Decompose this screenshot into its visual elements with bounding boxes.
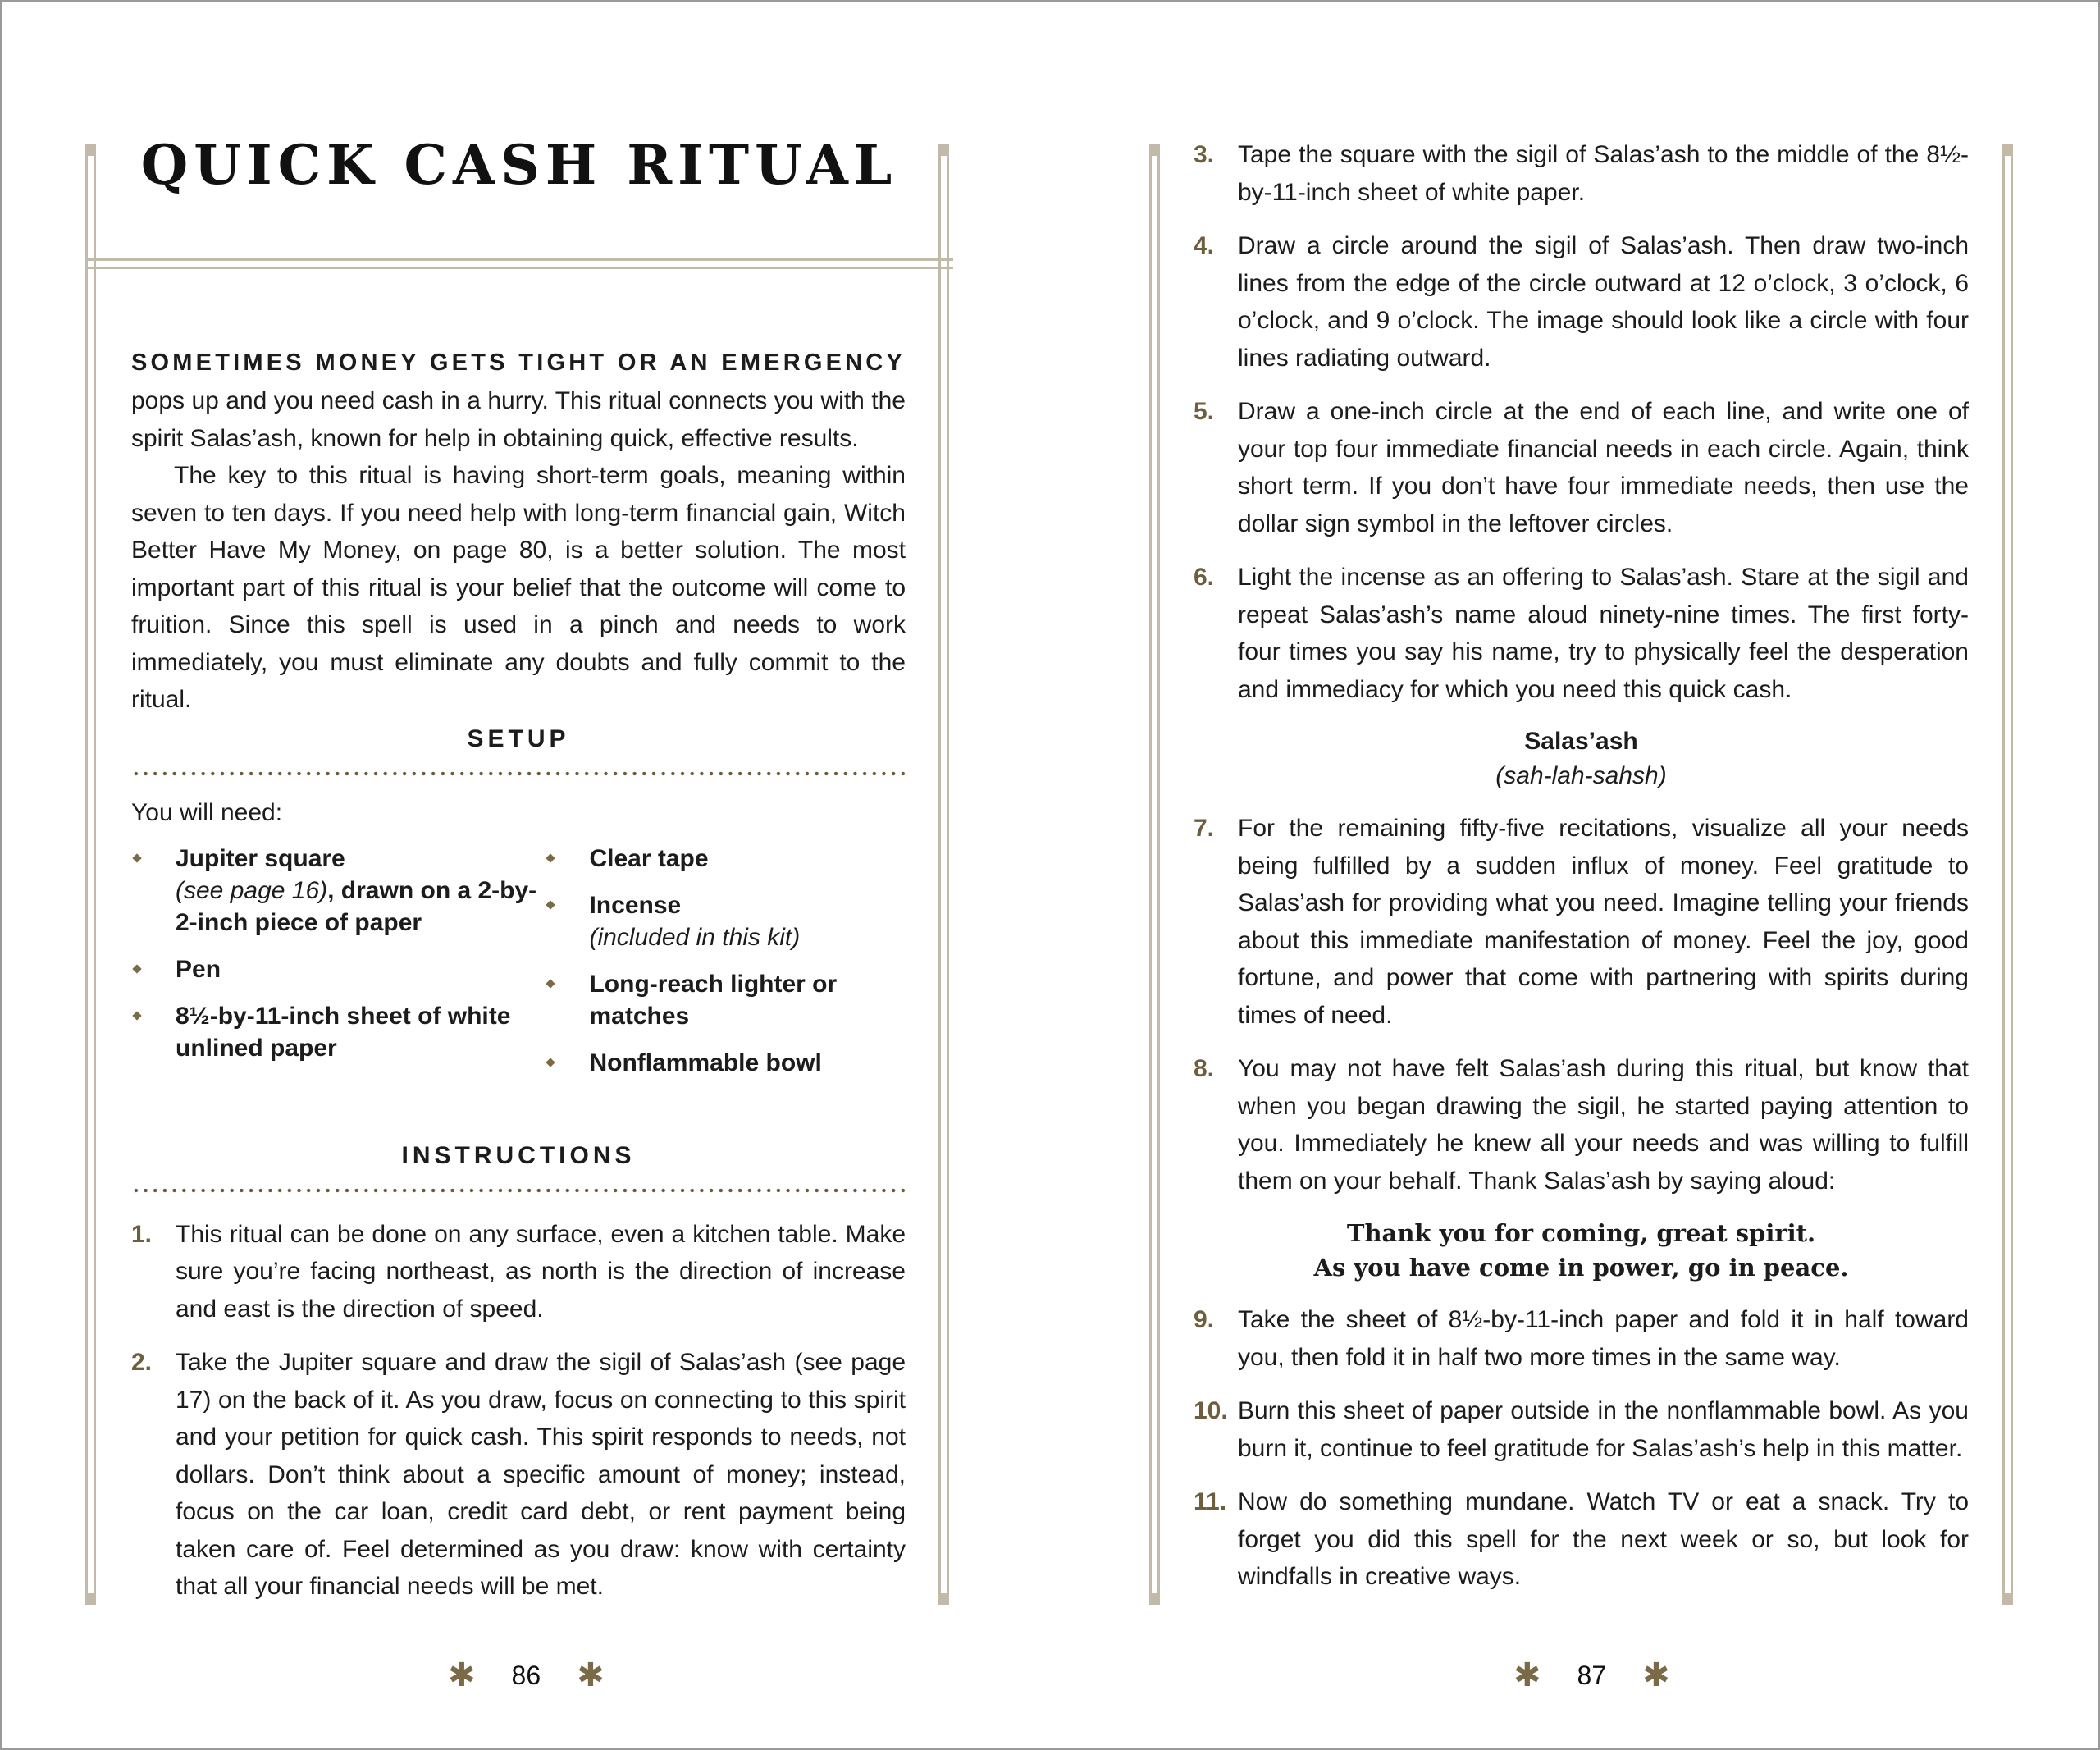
step-number: 4. [1194, 232, 1215, 259]
diamond-bullet-icon [546, 900, 555, 909]
diamond-bullet-icon [546, 979, 555, 988]
need-list-item [545, 968, 906, 1032]
needs-column-2 [545, 843, 906, 1094]
need-list-item [545, 843, 906, 875]
page-title: QUICK CASH RITUAL [140, 133, 898, 197]
step-text: Now do something mundane. Watch TV or eat a snack. Try to forget you did this spell for the next week or so, but look for windfalls in creative ways. [1238, 1488, 1969, 1590]
step-text: Light the incense as an offering to Salas’ash. Stare at the sigil and repeat Salas’ash’s name aloud ninety-nine times. The first forty-four times you say his name, try to physically feel the desperation and immediacy for which you need this quick cash. [1238, 564, 1969, 703]
step-number: 8. [1194, 1055, 1215, 1082]
step-text: This ritual can be done on any surface, even a kitchen table. Make sure you’re facing northeast, as north is the direction of increase and east is the direction of speed. [176, 1220, 906, 1323]
spirit-pronunciation: (sah-lah-sahsh) [1495, 762, 1667, 789]
star-ornament-icon: ✱ [577, 1657, 605, 1693]
need-label: Nonflammable bowl [589, 1049, 822, 1076]
step-number: 11. [1194, 1488, 1227, 1515]
need-label: Clear tape [589, 845, 709, 872]
setup-dotted-rule [131, 771, 906, 776]
instruction-step [1194, 1483, 1969, 1596]
need-label: Pen [176, 956, 221, 983]
diamond-bullet-icon [132, 964, 141, 973]
intro-section [131, 343, 906, 719]
need-label: 8½-by-11-inch sheet of white unlined paper [176, 1003, 511, 1062]
diamond-bullet-icon [132, 853, 141, 862]
step-number: 2. [131, 1349, 153, 1376]
needs-column-1 [131, 843, 545, 1094]
right-page-content [1194, 136, 1969, 1612]
step-number: 10. [1194, 1397, 1228, 1424]
need-list-item [545, 1047, 906, 1079]
frame-right-line [938, 144, 949, 1605]
steps-list-right-b [1194, 810, 1969, 1199]
step-text: You may not have felt Salas’ash during this ritual, but know that when you began drawing the sigil, he started paying attention to you. Immediately he knew all your needs and was willing to fulfill them on your behalf. Thank Salas’ash by saying aloud: [1238, 1055, 1969, 1195]
page-number-right [1513, 1659, 1670, 1692]
need-note: (included in this kit) [589, 924, 801, 951]
need-list-item [131, 843, 545, 939]
steps-list-right-a [1194, 136, 1969, 708]
diamond-bullet-icon [546, 853, 555, 862]
pronunciation-block [1194, 724, 1969, 793]
instruction-step [1194, 1050, 1969, 1199]
intro-lead-text: pops up and you need cash in a hurry. This ritual connects you with the spirit Salas’ash, known for help in obtaining quick, effective results. [131, 387, 906, 452]
need-list-item [131, 1000, 545, 1064]
step-text: Take the sheet of 8½-by-11-inch paper and fold it in half toward you, then fold it in half two more times in the same way. [1238, 1306, 1969, 1371]
step-number: 3. [1194, 141, 1215, 168]
instruction-step [131, 1216, 906, 1328]
instructions-heading: INSTRUCTIONS [401, 1142, 636, 1169]
instruction-step [1194, 559, 1969, 708]
need-list-item [545, 889, 906, 953]
intro-paragraph-2: The key to this ritual is having short-term goals, meaning within seven to ten days. If you need help with long-term financial gain, Witch Better Have My Money, on page 80, is a better solution. The most important part of this ritual is your belief that the outcome will come to fruition. Since this spell is used in a pinch and needs to work immediately, you must eliminate any doubts and fully commit to the ritual. [131, 462, 906, 713]
need-detail: , drawn on a 2-by-2-inch piece of paper [176, 877, 537, 936]
page-number: 86 [511, 1660, 541, 1690]
step-text: Draw a circle around the sigil of Salas’ash. Then draw two-inch lines from the edge of the circle outward at 12 o’clock, 3 o’clock, 6 o’clock, and 9 o’clock. The image should look like a circle with four lines radiating outward. [1238, 232, 1969, 372]
diamond-bullet-icon [132, 1011, 141, 1020]
diamond-bullet-icon [546, 1058, 555, 1067]
instruction-step [1194, 136, 1969, 211]
step-text: Draw a one-inch circle at the end of each line, and write one of your top four immediate financial needs in each circle. Again, think short term. If you don’t have four immediate needs, then use the dollar sign symbol in the leftover circles. [1238, 398, 1969, 537]
instruction-step [1194, 393, 1969, 542]
intro-lead-caps: SOMETIMES MONEY GETS TIGHT OR AN EMERGENCY [131, 350, 906, 376]
prayer-line-1: Thank you for coming, great spirit. [1346, 1219, 1816, 1247]
step-text: Burn this sheet of paper outside in the nonflammable bowl. As you burn it, continue to feel gratitude for Salas’ash’s help in this matter. [1238, 1397, 1969, 1462]
steps-list-left [131, 1216, 906, 1606]
setup-heading: SETUP [467, 725, 570, 752]
frame-left-line [1149, 144, 1160, 1605]
step-number: 6. [1194, 564, 1215, 591]
page-number: 87 [1577, 1660, 1607, 1690]
prayer-block [1194, 1216, 1969, 1285]
instruction-step [1194, 1301, 1969, 1376]
star-ornament-icon: ✱ [1513, 1657, 1541, 1693]
instruction-step [1194, 227, 1969, 377]
instruction-step [131, 1344, 906, 1606]
step-number: 5. [1194, 398, 1215, 425]
step-text: For the remaining fifty-five recitations, visualize all your needs being fulfilled by a sudden influx of money. Feel gratitude to Salas’ash for providing what you need. Imagine telling your friends about this immediate manifestation of money. Feel the joy, good fortune, and power that come with partnering with spirits during times of need. [1238, 815, 1969, 1029]
frame-right-line [2002, 144, 2013, 1605]
star-ornament-icon: ✱ [1642, 1657, 1670, 1693]
frame-left-line [85, 144, 96, 1605]
page-number-left [448, 1659, 605, 1692]
prayer-line-2: As you have come in power, go in peace. [1313, 1254, 1849, 1282]
spirit-name: Salas’ash [1524, 728, 1638, 755]
step-number: 9. [1194, 1306, 1215, 1333]
instruction-step [1194, 1392, 1969, 1467]
title-divider [85, 258, 953, 269]
need-label: Jupiter square [176, 845, 345, 872]
steps-list-right-c [1194, 1301, 1969, 1596]
star-ornament-icon: ✱ [448, 1657, 476, 1693]
step-text: Tape the square with the sigil of Salas’ash to the middle of the 8½-by-11-inch sheet of white paper. [1238, 141, 1969, 206]
step-number: 7. [1194, 815, 1215, 842]
needs-list [131, 843, 906, 1094]
needs-intro: You will need: [131, 798, 283, 826]
instructions-section [131, 1137, 906, 1622]
need-label: Incense [589, 892, 682, 919]
setup-section [131, 720, 906, 1094]
step-text: Take the Jupiter square and draw the sigil of Salas’ash (see page 17) on the back of it. As you draw, focus on connecting to this spirit and your petition for quick cash. This spirit responds to needs, not dollars. Don’t think about a specific amount of money; instead, focus on the car loan, credit card debt, or rent payment being taken care of. Feel determined as you draw: know with certainty that all your financial needs will be met. [176, 1349, 906, 1600]
need-label: Long-reach lighter or matches [589, 971, 838, 1030]
step-number: 1. [131, 1220, 153, 1248]
intro-paragraph [131, 343, 906, 457]
need-note: (see page 16) [176, 877, 328, 904]
need-list-item [131, 953, 545, 985]
instructions-dotted-rule [131, 1188, 906, 1193]
instruction-step [1194, 810, 1969, 1034]
